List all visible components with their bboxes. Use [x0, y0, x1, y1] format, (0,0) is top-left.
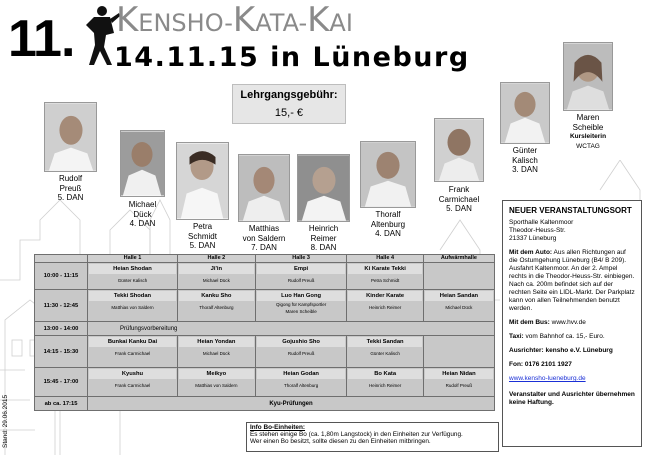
phone-info: [509, 361, 635, 369]
session-cell: [423, 368, 494, 397]
website-link[interactable]: www.kensho-lueneburg.de: [509, 375, 586, 382]
fee-value: 15,- €: [274, 107, 304, 119]
session-title: Tekki Shodan: [89, 291, 176, 301]
session-trainer: Frank Carmichael: [114, 383, 151, 388]
host-info: [509, 347, 635, 355]
bus-text: www.hvv.de: [551, 319, 586, 326]
venue-address: [509, 219, 635, 243]
session-title: Kinder Karate: [348, 291, 421, 301]
instructor-name-dueck: [116, 200, 169, 229]
instructor-rank: 7. DAN: [251, 243, 277, 252]
instructor-lastname: von Saldern: [242, 233, 286, 243]
session-cell: [88, 290, 178, 322]
stand-date: Stand: 29.06.2015: [2, 394, 9, 448]
bo-info-box: [246, 422, 499, 452]
session-cell: [177, 290, 255, 322]
phone-text: Fon: 0176 2101 1927: [509, 361, 572, 368]
session-trainer: Petra Schmidt: [371, 278, 400, 283]
venue-line: 21337 Lüneburg: [509, 235, 557, 242]
session-trainer: Rudolf Preuß: [287, 278, 315, 283]
session-cell: [347, 290, 423, 322]
session-cell-empty: [423, 336, 494, 368]
instructor-name-carmichael: [432, 185, 486, 214]
instructor-lastname: Scheible: [572, 122, 604, 132]
header-cell: Halle 2: [177, 255, 255, 263]
session-cell: [347, 368, 423, 397]
session-title: Meikyo: [179, 369, 254, 379]
session-trainer: Matthias von Saldern: [195, 383, 238, 388]
session-cell: [347, 263, 423, 290]
instructor-lastname: Preuß: [59, 183, 82, 193]
exam-preparation-cell: Prüfungsvorbereitung: [88, 322, 495, 336]
table-row: [35, 290, 495, 322]
fee-box: [232, 84, 346, 124]
session-cell: [177, 336, 255, 368]
event-title: [116, 0, 353, 43]
table-row: [35, 336, 495, 368]
session-trainer: Michael Dück: [202, 351, 230, 356]
instructor-name-reimer: [297, 224, 350, 253]
instructor-photo-preuss: [44, 102, 97, 172]
session-cell: [88, 263, 178, 290]
venue-line: Theodor-Heuss-Str.: [509, 227, 566, 234]
instructor-photo-schmidt: [176, 142, 229, 220]
session-cell: [255, 263, 347, 290]
header-cell: Halle 3: [255, 255, 347, 263]
instructor-lastname: Schmidt: [188, 231, 217, 241]
session-title: Heian Nidan: [425, 369, 493, 379]
session-trainer: Heinrich Reimer: [369, 383, 402, 388]
table-row: [35, 322, 495, 336]
instructor-rank: 5. DAN: [446, 204, 472, 213]
time-cell: 14:15 - 15:30: [35, 336, 88, 368]
session-trainer: Matthias von Saldern: [111, 305, 154, 310]
session-trainer: Rudolf Preuß: [445, 383, 473, 388]
bus-label: Mit dem Bus:: [509, 319, 550, 326]
session-title: Ji'in: [179, 264, 254, 274]
instructor-rank: 3. DAN: [512, 165, 538, 174]
session-cell: [88, 336, 178, 368]
instructor-firstname: Frank: [448, 185, 470, 194]
table-row: [35, 263, 495, 290]
session-trainer: Frank Carmichael: [114, 351, 151, 356]
instructor-firstname: Heinrich: [308, 224, 339, 233]
title-k3: K: [307, 0, 330, 40]
header-cell: Aufwärmhalle: [423, 255, 494, 263]
session-title: Heian Yondan: [179, 337, 254, 347]
session-cell: [177, 263, 255, 290]
instructor-firstname: Maren: [576, 113, 600, 122]
title-k2: K: [232, 0, 256, 40]
instructor-name-kalisch: [500, 146, 550, 175]
instructor-photo-reimer: [297, 154, 350, 222]
time-cell: ab ca. 17:15: [35, 397, 88, 411]
instructor-rank: 5. DAN: [57, 193, 84, 202]
session-trainer: Michael Dück: [202, 278, 230, 283]
table-header-row: [35, 255, 495, 263]
instructor-name-saldern: [236, 224, 292, 253]
session-title: Bo Kata: [348, 369, 421, 379]
title-part-2: ATA-: [255, 9, 308, 37]
header-cell: Halle 4: [347, 255, 423, 263]
session-cell: [177, 368, 255, 397]
instructor-lastname: Dück: [133, 209, 152, 219]
time-cell: 13:00 - 14:00: [35, 322, 88, 336]
session-cell: [255, 290, 347, 322]
session-cell: [88, 368, 178, 397]
session-title: Heian Sandan: [425, 291, 493, 301]
session-trainer: Thoralf Altenburg: [199, 305, 234, 310]
bo-heading: Info Bo-Einheiten:: [250, 424, 306, 431]
instructor-name-preuss: [44, 174, 97, 203]
instructor-photo-dueck: [120, 130, 165, 197]
host-text: kensho e.V. Lüneburg: [545, 347, 613, 354]
instructor-rank: 5. DAN: [189, 241, 216, 250]
session-title: Kyushu: [89, 369, 176, 379]
header-cell: Halle 1: [88, 255, 178, 263]
session-trainer: Günter Kalisch: [370, 351, 400, 356]
session-title: Luo Han Gong: [257, 291, 346, 301]
title-part-3: AI: [329, 9, 353, 37]
title-k1: K: [116, 0, 139, 40]
title-part-1: ENSHO-: [138, 9, 233, 37]
car-text: Aus allen Richtungen auf die Ostumgehung Lüneburg (B4/ B 209). Ausfahrt Kaltenmoor. An der 2. Ampel rechts in die Theodor-Heuss-Str. einbiegen. Nach ca. 200m befindet sich auf der rechten Seite ein LIDL-Markt. Der Parkplatz kann von allen Teilnehmenden benutzt werden.: [509, 249, 635, 312]
instructor-firstname: Petra: [192, 222, 213, 231]
instructor-photo-carmichael: [434, 118, 484, 182]
session-cell: [255, 368, 347, 397]
schedule-table: [34, 254, 495, 411]
instructor-name-altenburg: [360, 210, 416, 239]
bus-directions: [509, 319, 635, 327]
instructor-firstname: Matthias: [248, 224, 280, 233]
table-row: [35, 368, 495, 397]
session-trainer: Rudolf Preuß: [287, 351, 315, 356]
table-row: [35, 397, 495, 411]
instructor-rank: 8. DAN: [310, 243, 337, 252]
session-trainer: Michael Dück: [445, 305, 473, 310]
instructor-firstname: Günter: [512, 146, 538, 155]
bo-line: Wer einen Bo besitzt, sollte diesen zu den Einheiten mitbringen.: [250, 438, 431, 445]
session-title: Ki Karate Tekki: [348, 264, 421, 274]
session-title: Bunkai Kanku Dai: [89, 337, 176, 347]
session-subtitle: Qigong für Kampfsportler: [275, 302, 327, 307]
venue-info-box: [502, 200, 642, 447]
instructor-lastname: Carmichael: [438, 194, 480, 204]
fee-label: Lehrgangsgebühr:: [240, 89, 338, 101]
instructor-photo-saldern: [238, 154, 290, 222]
session-trainer: Thoralf Altenburg: [283, 383, 319, 388]
instructor-lastname: Kalisch: [512, 155, 538, 165]
session-title: Tekki Sandan: [348, 337, 421, 347]
bo-line: Es stehen einige Bo (ca. 1,80m Langstock) in den Einheiten zur Verfügung.: [250, 431, 463, 438]
instructor-lastname: Altenburg: [370, 219, 406, 229]
venue-heading: NEUER VERANSTALTUNGSORT: [509, 206, 632, 215]
time-cell: 10:00 - 11:15: [35, 263, 88, 290]
taxi-label: Taxi:: [509, 333, 524, 340]
session-title: Gojushio Sho: [257, 337, 346, 347]
session-title: Heian Godan: [257, 369, 346, 379]
instructor-lastname: Reimer: [310, 233, 337, 243]
car-label: Mit dem Auto:: [509, 249, 553, 256]
disclaimer: [509, 391, 635, 407]
event-date-location: 14.11.15 in Lüneburg: [114, 42, 470, 73]
time-cell: 11:30 - 12:45: [35, 290, 88, 322]
instructor-photo-altenburg: [360, 141, 416, 208]
instructor-photo-kalisch: [500, 82, 550, 144]
website-info: [509, 375, 635, 383]
instructor-role: Kursleiterin: [569, 133, 607, 140]
session-title: Empi: [257, 264, 346, 274]
venue-line: Sporthalle Kaltenmoor: [509, 219, 574, 226]
session-cell: [347, 336, 423, 368]
session-trainer: Günter Kalisch: [117, 278, 148, 283]
instructor-firstname: Rudolf: [58, 174, 83, 183]
time-cell: 15:45 - 17:00: [35, 368, 88, 397]
instructor-photo-scheible: [563, 42, 613, 111]
taxi-info: [509, 333, 635, 341]
session-trainer: Maren Scheible: [285, 309, 317, 314]
session-cell: [255, 336, 347, 368]
instructor-rank: 4. DAN: [375, 229, 401, 238]
kyu-exams-cell: Kyu-Prüfungen: [88, 397, 495, 411]
instructor-rank: 4. DAN: [129, 219, 156, 228]
instructor-org: WCTAG: [576, 142, 600, 150]
session-title: Heian Shodan: [89, 264, 176, 274]
session-cell: [423, 290, 494, 322]
disclaimer-text: Veranstalter und Ausrichter übernehmen keine Haftung.: [509, 391, 635, 406]
edition-number: 11.: [8, 10, 75, 68]
taxi-text: vom Bahnhof ca. 15,- Euro.: [525, 333, 605, 340]
instructor-name-schmidt: [176, 222, 229, 251]
session-trainer: Heinrich Reimer: [369, 305, 402, 310]
session-cell-empty: [423, 263, 494, 290]
host-label: Ausrichter:: [509, 347, 544, 354]
instructor-firstname: Michael: [128, 200, 157, 209]
instructor-firstname: Thoralf: [375, 210, 401, 219]
session-title: Kanku Sho: [179, 291, 254, 301]
header-cell: [35, 255, 88, 263]
car-directions: [509, 249, 635, 313]
instructor-name-scheible: [562, 113, 614, 151]
